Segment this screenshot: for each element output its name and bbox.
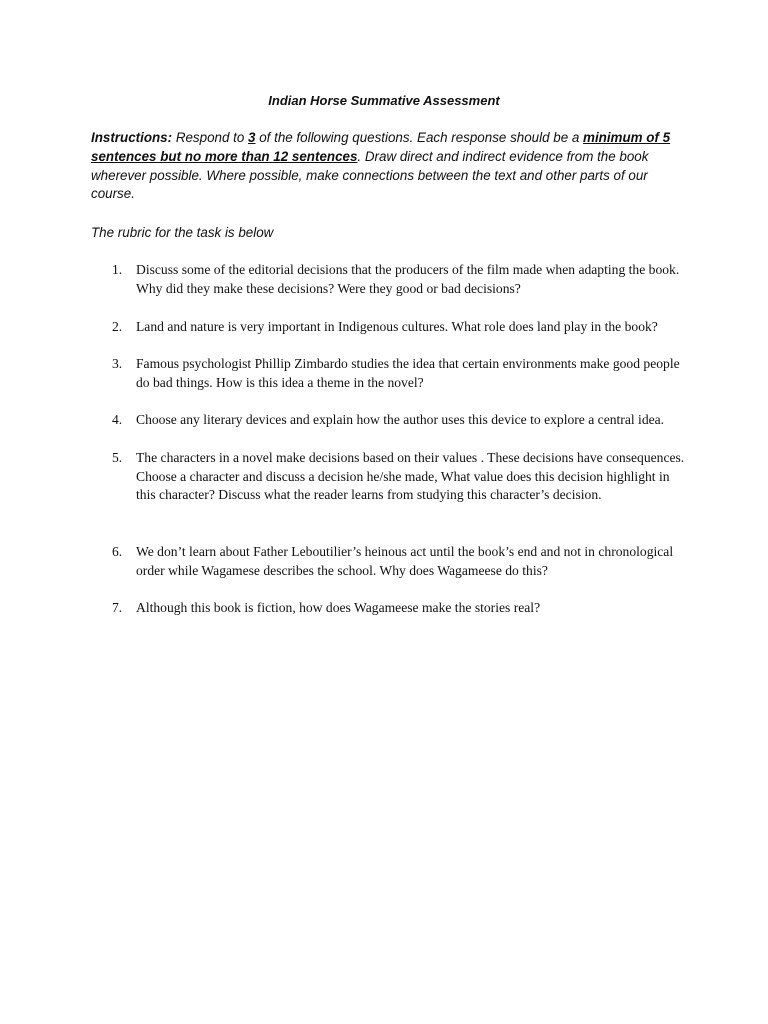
question-number: 4. xyxy=(112,412,123,427)
instructions-text-1: Respond to xyxy=(172,130,249,145)
question-text: Choose any literary devices and explain how the author uses this device to explore a central idea. xyxy=(136,412,665,427)
question-number: 7. xyxy=(112,600,123,615)
document-title: Indian Horse Summative Assessment xyxy=(268,93,500,108)
question-number: 3. xyxy=(112,356,123,371)
question-text: The characters in a novel make decisions based on their values . These decisions have consequences. Choose a character and discuss a decision he/she made, What value does this decision highlight in this character? Discuss what the reader learns from studying this character’s decision. xyxy=(136,450,685,503)
question-text: Land and nature is very important in Indigenous cultures. What role does land play in the book? xyxy=(136,319,658,334)
instructions-text-3: . Draw direct and indirect evidence from the book wherever possible. Where possible, make connections between the text and other parts of our course. xyxy=(91,148,649,202)
instructions-text-2: of the following questions. Each response should be a xyxy=(255,130,584,145)
sentence-requirement: minimum of 5 sentences but no more than 12 sentences xyxy=(91,130,671,164)
question-text: Famous psychologist Phillip Zimbardo studies the idea that certain environments make good people do bad things. How is this idea a theme in the novel? xyxy=(136,356,680,390)
question-text: Although this book is fiction, how does Wagameese make the stories real? xyxy=(136,600,541,615)
question-text: We don’t learn about Father Leboutilier’s heinous act until the book’s end and not in chronological order while Wagamese describes the school. Why does Wagameese do this? xyxy=(136,544,674,578)
rubric-note: The rubric for the task is below xyxy=(91,225,274,240)
question-text: Discuss some of the editorial decisions that the producers of the film made when adapting the book. Why did they make these decisions? Were they good or bad decisions? xyxy=(136,262,680,296)
instructions-paragraph xyxy=(91,129,681,204)
question-count: 3 xyxy=(248,130,256,145)
instructions-label: Instructions: xyxy=(91,130,173,145)
question-number: 6. xyxy=(112,544,123,559)
question-number: 1. xyxy=(112,262,123,277)
question-number: 2. xyxy=(112,319,123,334)
question-number: 5. xyxy=(112,450,123,465)
